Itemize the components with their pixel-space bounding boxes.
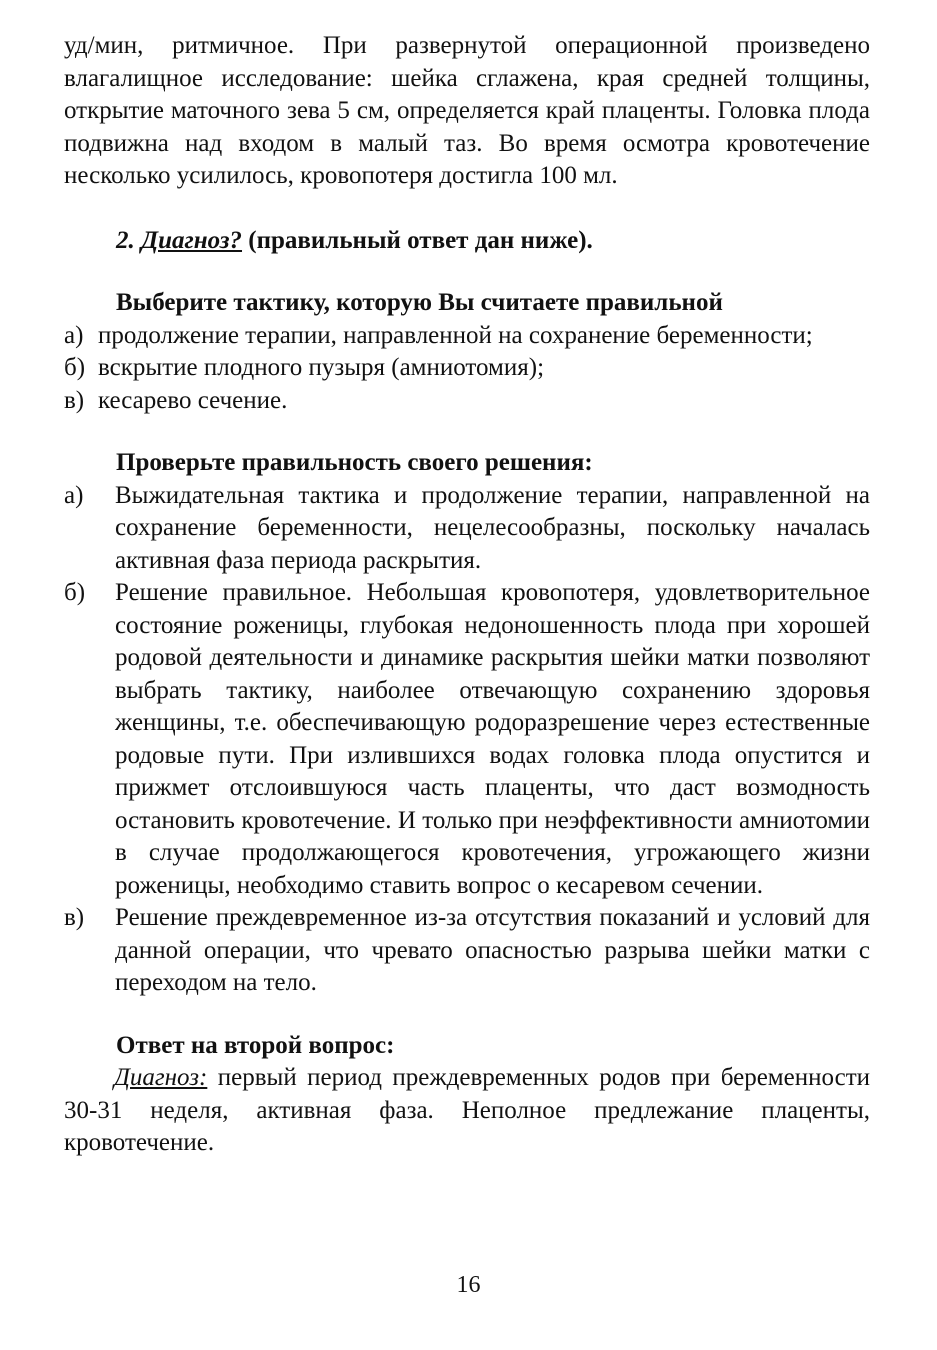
answer-mark: б): [64, 579, 86, 606]
second-answer-heading: Ответ на второй вопрос:: [116, 1031, 395, 1059]
check-heading: Проверьте правильность своего решения:: [116, 449, 593, 476]
tactics-option-a: [64, 320, 870, 353]
question-number: 2.: [116, 226, 135, 254]
diagnosis-label: Диагноз:: [114, 1064, 208, 1091]
tactics-option-b: [64, 352, 870, 385]
check-answers-list: [64, 480, 870, 1000]
check-answer-b: [64, 577, 870, 902]
check-answer-c: [64, 902, 870, 1000]
question-heading: [64, 225, 870, 258]
question-note: (правильный ответ дан ниже).: [248, 226, 593, 254]
tactics-options-list: [64, 320, 870, 418]
option-text: вскрытие плодного пузыря (амниотомия);: [98, 354, 545, 381]
option-mark: в): [64, 386, 85, 414]
tactics-option-c: [64, 385, 870, 418]
tactics-heading: Выберите тактику, которую Вы считаете правильной: [116, 289, 723, 316]
question-word: Диагноз?: [141, 226, 243, 254]
option-mark: б): [64, 354, 86, 381]
intro-paragraph: уд/мин, ритмичное. При развернутой операционной произведено влагалищное исследование: шейка сглажена, края средней толщины, открытие маточного зева 5 см, определяется край плаценты. Головка плода подвижна над входом в малый таз. Во время осмотра кровотечение несколько усилилось, кровопотеря достигла 100 мл.: [64, 32, 870, 189]
answer-mark: а): [64, 481, 84, 509]
answer-mark: в): [64, 904, 85, 931]
check-answer-a: [64, 480, 870, 578]
option-text: продолжение терапии, направленной на сохранение беременности;: [98, 321, 813, 349]
page-number: 16: [456, 1272, 481, 1298]
answer-text: Решение преждевременное из-за отсутствия показаний и условий для данной операции, что чревато опасностью разрыва шейки матки с переходом на тело.: [115, 904, 870, 996]
diagnosis-text: первый период преждевременных родов при беременности 30-31 неделя, активная фаза. Неполное предлежание плаценты, кровотечение.: [64, 1064, 870, 1156]
option-mark: а): [64, 321, 84, 349]
document-page: [64, 30, 870, 1160]
answer-text: Решение правильное. Небольшая кровопотеря, удовлетворительное состояние роженицы, глубокая недоношенность плода при хорошей родовой деятельности и динамике раскрытия шейки матки позволяют выбрать тактику, наиболее отвечающую сохранению здоровья женщины, т.е. обеспечивающую родоразрешение через естественные родовые пути. При излившихся водах головка плода опустится и прижмет отслоившуюся часть плаценты, что даст возмодность остановить кровотечение. И только при неэффективности амниотомии в случае продолжающегося кровотечения, угрожающего жизни роженицы, необходимо ставить вопрос о кесаревом сечении.: [115, 579, 870, 899]
option-text: кесарево сечение.: [98, 386, 288, 414]
diagnosis-paragraph: [64, 1062, 870, 1160]
answer-text: Выжидательная тактика и продолжение терапии, направленной на сохранение беременности, нецелесообразны, поскольку началась активная фаза периода раскрытия.: [115, 481, 870, 574]
